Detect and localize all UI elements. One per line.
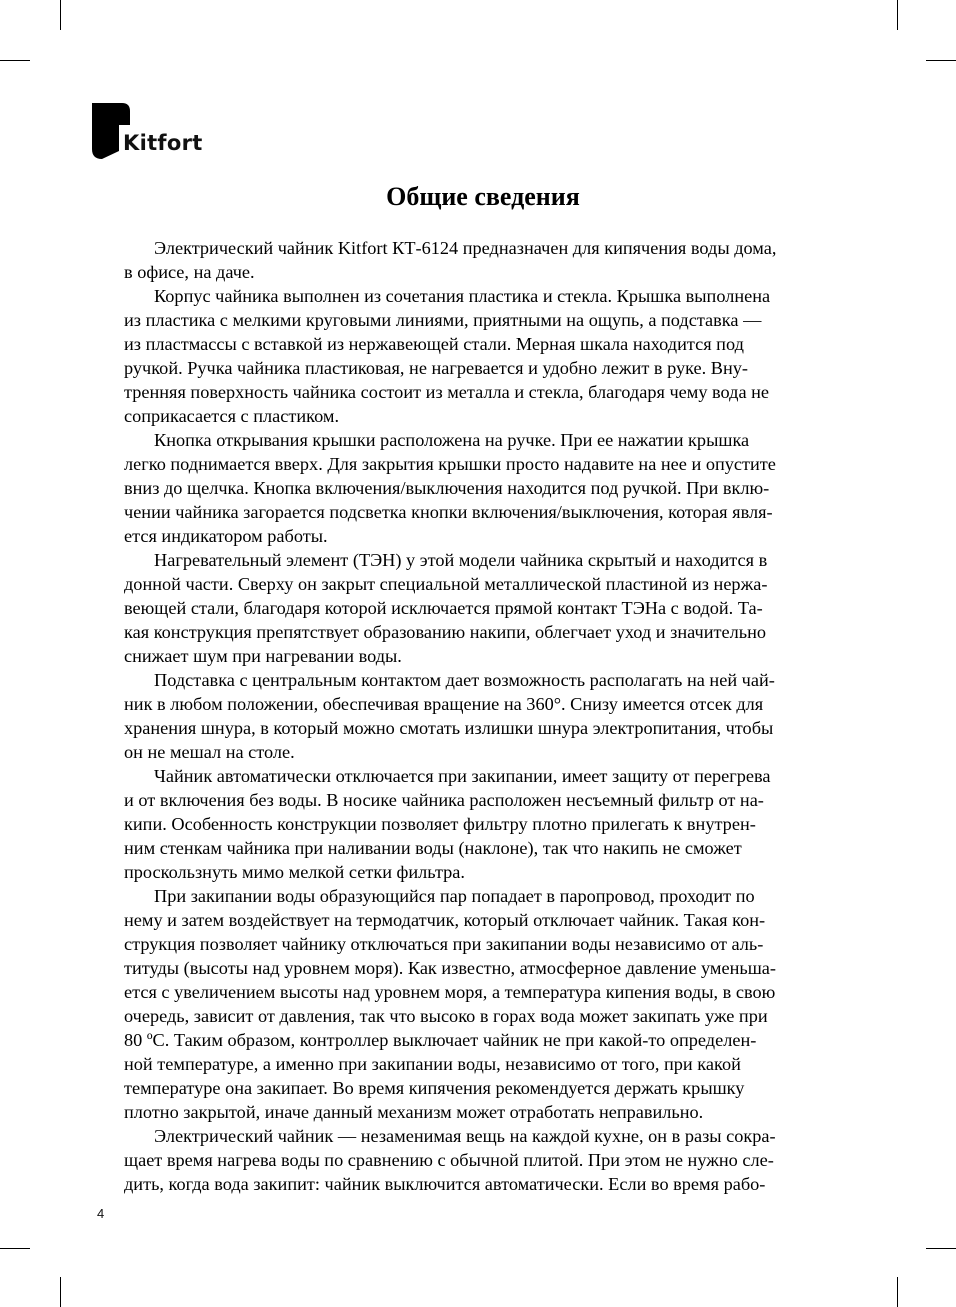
text-line: Корпус чайника выполнен из сочетания пластика и стекла. Крышка выполнена [154,286,771,306]
text-line: и от включения без воды. В носике чайника расположен несъемный фильтр от на- [124,790,764,810]
text-line: чении чайника загорается подсветка кнопки включения/выключения, которая явля- [124,502,773,522]
text-line: Подставка с центральным контактом дает возможность располагать на ней чай- [154,670,775,690]
text-line: титуды (высоты над уровнем моря). Как известно, атмосферное давление уменьша- [124,958,776,978]
text-line: Электрический чайник Kitfort КТ-6124 предназначен для кипячения воды дома, [154,238,777,258]
text-line: снижает шум при нагревании воды. [124,646,402,666]
crop-mark-bottom-left [60,1277,61,1307]
paragraph [124,428,846,548]
brand-name: Kitfort [123,131,203,155]
crop-mark-top-left [60,0,61,30]
text-line: кипи. Особенность конструкции позволяет фильтру плотно прилегать к внутрен- [124,814,756,834]
text-line: Кнопка открывания крышки расположена на ручке. При ее нажатии крышка [154,430,750,450]
paragraph [124,884,846,1124]
crop-mark-top-right [897,0,898,30]
paragraph [124,1124,846,1196]
text-line: кая конструкция препятствует образованию накипи, облегчает уход и значительно [124,622,766,642]
text-line: Электрический чайник — незаменимая вещь на каждой кухне, он в разы сокра- [154,1126,776,1146]
text-line: При закипании воды образующийся пар попадает в паропровод, проходит по [154,886,755,906]
text-line: хранения шнура, в который можно смотать излишки шнура электропитания, чтобы [124,718,774,738]
text-line: соприкасается с пластиком. [124,406,340,426]
text-line: Чайник автоматически отключается при закипании, имеет защиту от перегрева [154,766,771,786]
crop-mark-right-top [926,60,956,61]
paragraph [124,236,846,284]
text-line: веющей стали, благодаря которой исключается прямой контакт ТЭНа с водой. Та- [124,598,763,618]
text-line: ручкой. Ручка чайника пластиковая, не нагревается и удобно лежит в руке. Вну- [124,358,749,378]
text-line: Нагревательный элемент (ТЭН) у этой модели чайника скрытый и находится в [154,550,768,570]
body-text [124,236,846,1196]
text-line: в офисе, на даче. [124,262,255,282]
text-line: из пластмассы с вставкой из нержавеющей стали. Мерная шкала находится под [124,334,744,354]
text-line: дить, когда вода закипит: чайник выключится автоматически. Если во время рабо- [124,1174,766,1194]
crop-mark-right-bottom [926,1248,956,1249]
page-number: 4 [97,1206,105,1221]
text-line: проскользнуть мимо мелкой сетки фильтра. [124,862,465,882]
paragraph [124,668,846,764]
text-line: из пластика с мелкими круговыми линиями, приятными на ощупь, а подставка — [124,310,762,330]
brand-logo [92,103,212,159]
text-line: тренняя поверхность чайника состоит из металла и стекла, благодаря чему вода не [124,382,770,402]
crop-mark-bottom-right [897,1277,898,1307]
text-line: температуре она закипает. Во время кипячения рекомендуется держать крышку [124,1078,745,1098]
text-line: ной температуре, а именно при закипании воды, независимо от того, при какой [124,1054,741,1074]
text-line: 80 ºС. Таким образом, контроллер выключает чайник не при какой-то определен- [124,1030,757,1050]
text-line: струкция позволяет чайнику отключаться при закипании воды независимо от аль- [124,934,764,954]
text-line: легко поднимается вверх. Для закрытия крышки просто надавите на нее и опустите [124,454,776,474]
text-line: плотно закрытой, иначе данный механизм может отработать неправильно. [124,1102,704,1122]
text-line: ник в любом положении, обеспечивая вращение на 360°. Снизу имеется отсек для [124,694,764,714]
paragraph [124,764,846,884]
crop-mark-left-top [0,60,30,61]
paragraph [124,548,846,668]
text-line: нему и затем воздействует на термодатчик, который отключает чайник. Такая кон- [124,910,766,930]
crop-mark-left-bottom [0,1248,30,1249]
text-line: он не мешал на столе. [124,742,295,762]
text-line: донной части. Сверху он закрыт специальной металлической пластиной из нержа- [124,574,768,594]
text-line: ним стенкам чайника при наливании воды (наклоне), так что накипь не сможет [124,838,742,858]
page-title: Общие сведения [386,182,580,211]
paragraph [124,284,846,428]
text-line: очередь, зависит от давления, так что высоко в горах вода может закипать уже при [124,1006,768,1026]
text-line: вниз до щелчка. Кнопка включения/выключения находится под ручкой. При вклю- [124,478,770,498]
text-line: ется с увеличением высоты над уровнем моря, а температура кипения воды, в свою [124,982,776,1002]
text-line: щает время нагрева воды по сравнению с обычной плитой. При этом не нужно сле- [124,1150,774,1170]
text-line: ется индикатором работы. [124,526,328,546]
